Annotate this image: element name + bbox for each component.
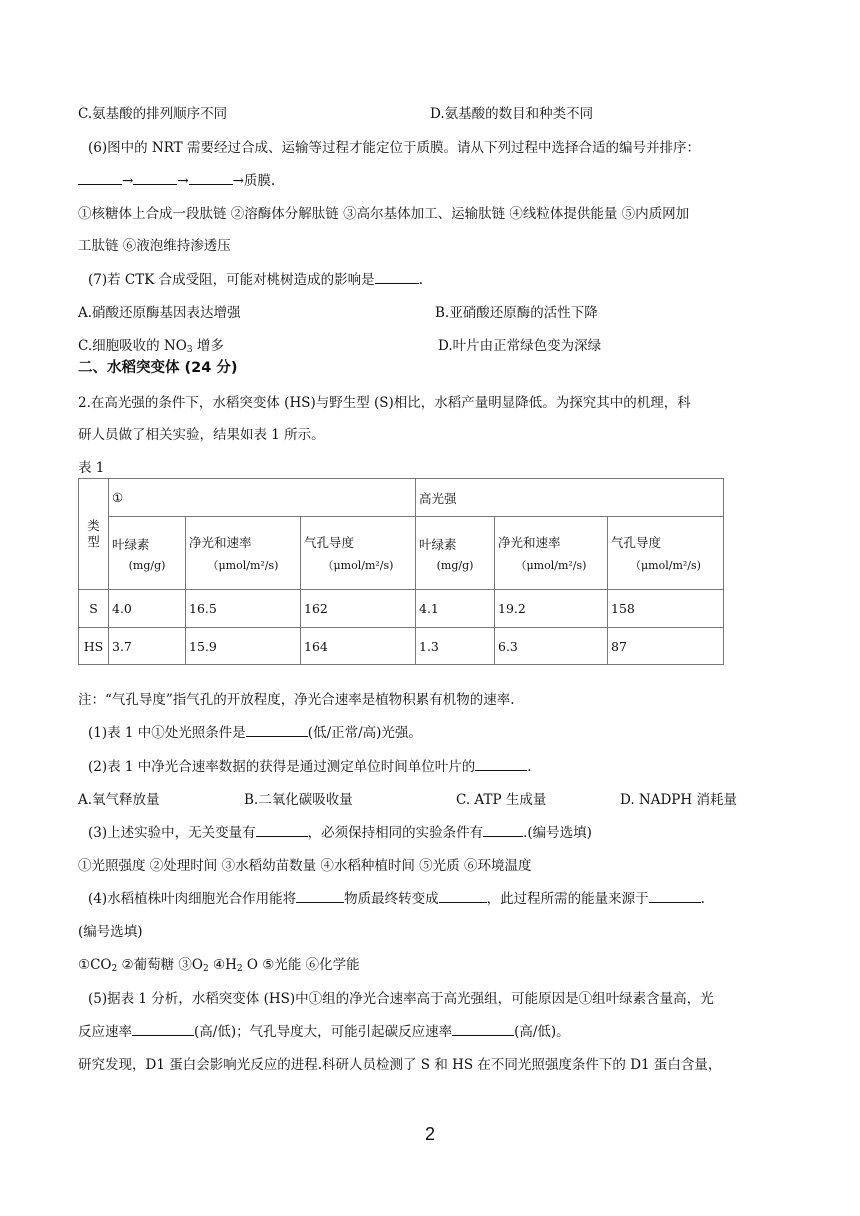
q3-text-mid: ，必须保持相同的实验条件有 xyxy=(307,825,484,841)
q2-intro-line1: 2.在高光强的条件下，水稻突变体 (HS)与野生型 (S)相比，水稻产量明显降低。为探究其中的机理，科 xyxy=(78,395,691,411)
q6-answer-line xyxy=(78,171,275,191)
col-header xyxy=(109,517,186,590)
subscript: 2 xyxy=(111,964,118,974)
q6-end: →质膜. xyxy=(232,173,276,189)
section-title: 二、水稻突变体 (24 分) xyxy=(78,360,238,376)
col-header-unit: （μmol/m²/s) xyxy=(207,559,279,572)
q3 xyxy=(88,823,592,843)
q1-text: (1)表 1 中①处光照条件是 xyxy=(88,725,246,741)
table-cell: 3.7 xyxy=(109,628,186,665)
q7-option-c-text: C.细胞吸收的 NO xyxy=(78,338,187,354)
col-header-unit: （μmol/m²/s) xyxy=(322,559,394,572)
table-cell: 87 xyxy=(608,628,724,665)
col-header xyxy=(608,517,724,590)
col-header xyxy=(416,517,495,590)
col-header-unit: (mg/g) xyxy=(436,558,474,572)
q5-text-mid: (高/低)；气孔导度大，可能引起碳反应速率 xyxy=(194,1024,453,1040)
answer-blank[interactable] xyxy=(375,270,419,284)
answer-blank[interactable] xyxy=(189,171,233,185)
q4-choice-4: O ⑤光能 ⑥化学能 xyxy=(242,957,360,973)
q2-option-a: A.氧气释放量 xyxy=(78,792,160,808)
q5-line1: (5)据表 1 分析，水稻突变体 (HS)中①组的净光合速率高于高光强组，可能原因是①组叶绿素含量高，光 xyxy=(88,991,714,1007)
answer-blank[interactable] xyxy=(649,889,701,903)
q3-text-end: .(编号选填) xyxy=(523,825,592,841)
subscript: 2 xyxy=(203,964,209,974)
q6-choices-line2: 工肽链 ⑥液泡维持渗透压 xyxy=(78,238,231,254)
answer-blank[interactable] xyxy=(256,823,308,837)
table-cell: 158 xyxy=(608,590,724,628)
answer-blank[interactable] xyxy=(439,889,487,903)
q7-stem-end: . xyxy=(418,272,423,288)
row-type: S xyxy=(79,590,109,628)
table-cell: 15.9 xyxy=(186,628,301,665)
group-header-2: 高光强 xyxy=(416,479,724,517)
q6-stem: (6)图中的 NRT 需要经过合成、运输等过程才能定位于质膜。请从下列过程中选择合适的编号并排序： xyxy=(88,140,700,156)
q2-text: (2)表 1 中净光合速率数据的获得是通过测定单位时间单位叶片的 xyxy=(88,759,476,775)
table-note: 注：“气孔导度”指气孔的开放程度，净光合速率是植物积累有机物的速率. xyxy=(78,692,515,708)
answer-blank[interactable] xyxy=(483,823,523,837)
table-cell: 4.1 xyxy=(416,590,495,628)
col-header-unit: (mg/g) xyxy=(128,558,166,572)
q7-option-b: B.亚硝酸还原酶的活性下降 xyxy=(435,305,598,321)
table-cell: 164 xyxy=(301,628,416,665)
answer-blank[interactable] xyxy=(246,723,308,737)
q1-text-end: (低/正常/高)光强。 xyxy=(307,725,422,741)
q7-option-d: D.叶片由正常绿色变为深绿 xyxy=(438,338,602,354)
q3-text: (3)上述实验中，无关变量有 xyxy=(88,825,256,841)
col-header-name: 叶绿素 xyxy=(419,536,457,552)
col-header-name: 气孔导度 xyxy=(611,535,662,550)
table-cell: 16.5 xyxy=(186,590,301,628)
col-header-unit: （μmol/m²/s) xyxy=(630,559,701,572)
q4-text: (4)水稻植株叶肉细胞光合作用能将 xyxy=(88,891,297,907)
answer-blank[interactable] xyxy=(296,889,344,903)
q4-text-end: . xyxy=(700,891,705,907)
type-header-text: 类 型 xyxy=(87,518,100,549)
q2-option-d: D. NADPH 消耗量 xyxy=(620,792,737,808)
q2 xyxy=(88,757,532,777)
arrow: → xyxy=(122,173,134,189)
q2-option-b: B.二氧化碳吸收量 xyxy=(244,792,353,808)
q5-text: 反应速率 xyxy=(78,1024,132,1040)
answer-blank[interactable] xyxy=(452,1022,514,1036)
type-header xyxy=(79,479,109,590)
q4-text-mid: 物质最终转变成 xyxy=(344,891,439,907)
q4-choice-3: ④H xyxy=(208,957,237,973)
col-header-name: 叶绿素 xyxy=(112,536,150,552)
answer-blank[interactable] xyxy=(132,1022,194,1036)
q2-option-c: C. ATP 生成量 xyxy=(456,792,547,808)
data-table xyxy=(78,478,724,665)
answer-blank[interactable] xyxy=(475,757,527,771)
table-cell: 162 xyxy=(301,590,416,628)
q7-option-c-end: 增多 xyxy=(192,338,224,354)
subscript: 3 xyxy=(186,345,193,355)
page-number: 2 xyxy=(424,1124,435,1144)
table-cell: 4.0 xyxy=(109,590,186,628)
col-header-name: 净光和速率 xyxy=(498,535,561,550)
q5-line2 xyxy=(78,1022,570,1042)
table-row xyxy=(79,628,724,665)
q4-choice-1: ①CO xyxy=(78,957,112,973)
q2-intro-line2: 研人员做了相关实验，结果如表 1 所示。 xyxy=(78,427,325,443)
col-header-name: 净光和速率 xyxy=(189,535,252,550)
col-header xyxy=(495,517,608,590)
q5-text-end: (高/低)。 xyxy=(514,1024,570,1040)
row-type: HS xyxy=(79,628,109,665)
q1-option-d: D.氨基酸的数目和种类不同 xyxy=(430,106,594,122)
q7-stem-text: (7)若 CTK 合成受阻，可能对桃树造成的影响是 xyxy=(88,272,375,288)
col-header-name: 气孔导度 xyxy=(304,535,355,550)
q7-option-a: A.硝酸还原酶基因表达增强 xyxy=(78,305,241,321)
q4-note: (编号选填) xyxy=(78,924,143,940)
table-cell: 1.3 xyxy=(416,628,495,665)
q7-option-c xyxy=(78,336,224,360)
table-cell: 6.3 xyxy=(495,628,608,665)
answer-blank[interactable] xyxy=(78,171,122,185)
q4-choices xyxy=(78,955,360,979)
q4-text-mid2: ，此过程所需的能量来源于 xyxy=(486,891,649,907)
col-header-unit: （μmol/m²/s) xyxy=(515,559,587,572)
answer-blank[interactable] xyxy=(133,171,177,185)
q1 xyxy=(88,723,422,743)
q1-option-c: C.氨基酸的排列顺序不同 xyxy=(78,106,228,122)
closing-paragraph: 研究发现，D1 蛋白会影响光反应的进程.科研人员检测了 S 和 HS 在不同光照强度条件下的 D1 蛋白含量， xyxy=(78,1057,722,1073)
table-row xyxy=(79,590,724,628)
table-caption: 表 1 xyxy=(78,460,105,476)
subscript: 2 xyxy=(236,964,243,974)
q4 xyxy=(88,889,705,909)
group-header-1: ① xyxy=(109,479,416,517)
q3-choices: ①光照强度 ②处理时间 ③水稻幼苗数量 ④水稻种植时间 ⑤光质 ⑥环境温度 xyxy=(78,858,532,874)
col-header xyxy=(301,517,416,590)
col-header xyxy=(186,517,301,590)
table-cell: 19.2 xyxy=(495,590,608,628)
q6-choices-line1: ①核糖体上合成一段肽链 ②溶酶体分解肽链 ③高尔基体加工、运输肽链 ④线粒体提供能量 ⑤内质网加 xyxy=(78,206,690,222)
q7-stem xyxy=(88,270,423,290)
q4-choice-2: ②葡萄糖 ③O xyxy=(117,957,203,973)
arrow: → xyxy=(177,173,189,189)
q2-text-end: . xyxy=(527,759,532,775)
